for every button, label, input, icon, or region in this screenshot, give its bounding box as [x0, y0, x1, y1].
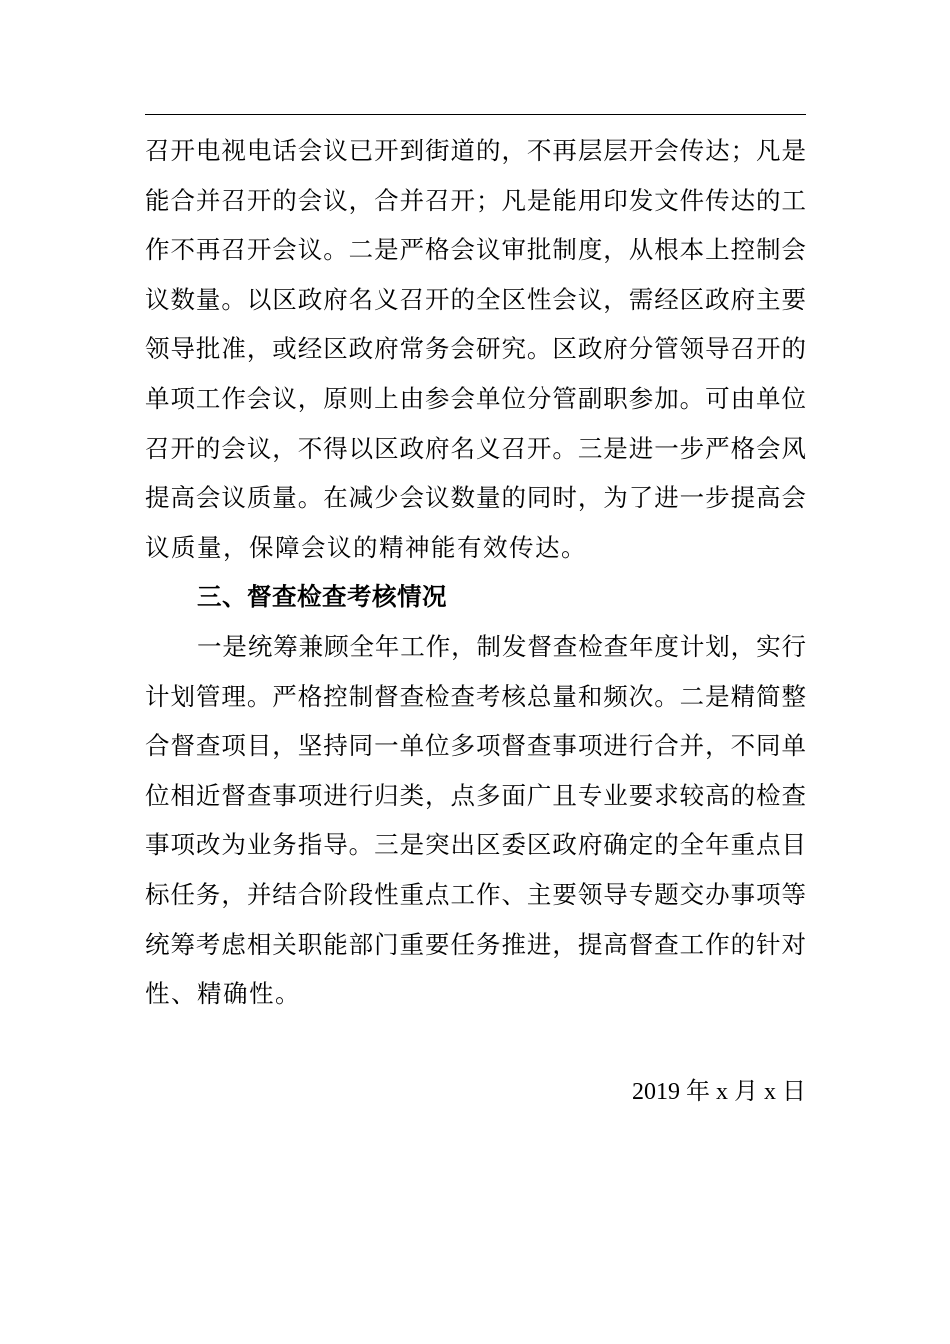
section-heading: 三、督查检查考核情况 — [197, 582, 447, 612]
paragraph-line: 领导批准，或经区政府常务会研究。区政府分管领导召开的 — [145, 334, 806, 364]
paragraph-line: 召开的会议，不得以区政府名义召开。三是进一步严格会风 — [145, 433, 806, 463]
document-body — [145, 126, 806, 1019]
paragraph-line: 单项工作会议，原则上由参会单位分管副职参加。可由单位 — [145, 383, 806, 413]
paragraph-line: 议数量。以区政府名义召开的全区性会议，需经区政府主要 — [145, 284, 806, 314]
header-rule — [145, 114, 806, 115]
section-paragraph-line: 标任务，并结合阶段性重点工作、主要领导专题交办事项等 — [145, 879, 806, 909]
paragraph-line: 作不再召开会议。二是严格会议审批制度，从根本上控制会 — [145, 235, 806, 265]
section-paragraph-line: 计划管理。严格控制督查检查考核总量和频次。二是精简整 — [145, 681, 806, 711]
paragraph-line: 议质量，保障会议的精神能有效传达。 — [145, 532, 587, 562]
paragraph-line: 提高会议质量。在减少会议数量的同时，为了进一步提高会 — [145, 483, 806, 513]
section-paragraph-line: 统筹考虑相关职能部门重要任务推进，提高督查工作的针对 — [145, 929, 806, 959]
section-paragraph-line: 位相近督查事项进行归类，点多面广且专业要求较高的检查 — [145, 780, 806, 810]
paragraph-line: 能合并召开的会议，合并召开；凡是能用印发文件传达的工 — [145, 185, 806, 215]
section-paragraph-line: 事项改为业务指导。三是突出区委区政府确定的全年重点目 — [145, 830, 806, 860]
paragraph-line: 召开电视电话会议已开到街道的，不再层层开会传达；凡是 — [145, 136, 806, 165]
section-paragraph-line: 一是统筹兼顾全年工作，制发督查检查年度计划，实行 — [197, 631, 806, 661]
document-date: 2019 年 x 月 x 日 — [632, 1079, 806, 1105]
section-paragraph-line: 性、精确性。 — [145, 979, 301, 1009]
section-paragraph-line: 合督查项目，坚持同一单位多项督查事项进行合并，不同单 — [145, 731, 806, 761]
